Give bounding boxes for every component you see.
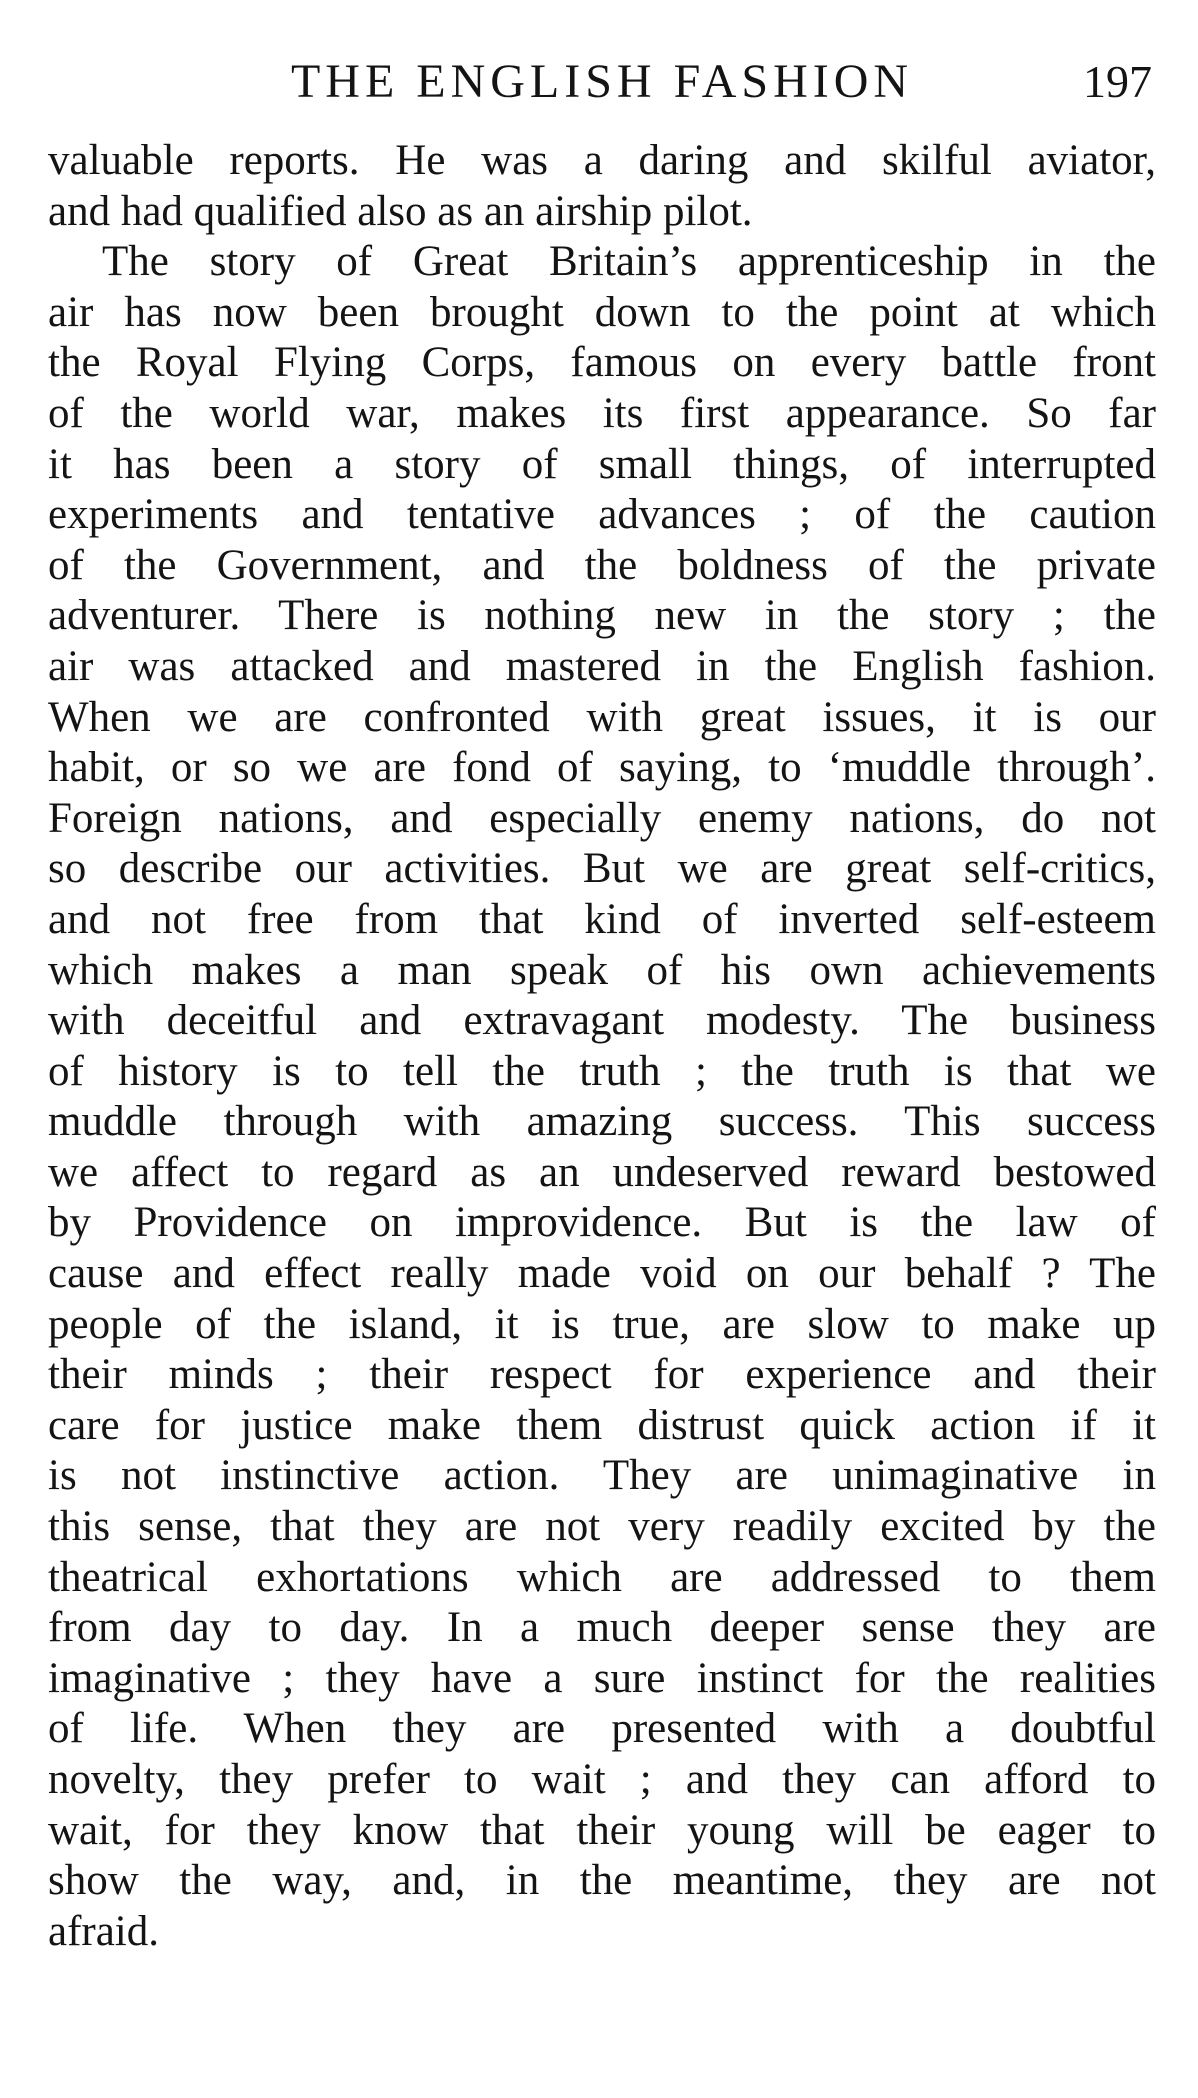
text-line: we affect to regard as an undeserved reward bestowed (48, 1148, 1156, 1196)
text-line: valuable reports. He was a daring and skilful aviator, (48, 137, 1156, 184)
text-line: muddle through with amazing success. This success (48, 1098, 1156, 1146)
text-line: experiments and tentative advances ; of the caution (48, 491, 1156, 539)
text-line: people of the island, it is true, are slow to make up (48, 1300, 1156, 1348)
text-line: Foreign nations, and especially enemy nations, do not (48, 794, 1156, 842)
text-line: by Providence on improvidence. But is the law of (48, 1199, 1156, 1247)
text-line: of the world war, makes its first appearance. So far (48, 389, 1156, 437)
text-line: The story of Great Britain’s apprenticeship in the (102, 238, 1156, 286)
text-line: is not instinctive action. They are unimaginative in (48, 1452, 1156, 1500)
text-line: of life. When they are presented with a doubtful (48, 1705, 1156, 1753)
text-line: wait, for they know that their young will be eager to (48, 1806, 1156, 1854)
text-line: with deceitful and extravagant modesty. The business (48, 997, 1156, 1045)
body-text (48, 136, 1156, 1957)
text-line: of history is to tell the truth ; the truth is that we (48, 1047, 1156, 1095)
text-line: care for justice make them distrust quick action if it (48, 1401, 1156, 1449)
text-line: which makes a man speak of his own achievements (48, 946, 1156, 994)
text-line: cause and effect really made void on our behalf ? The (48, 1250, 1156, 1298)
text-line: so describe our activities. But we are great self-critics, (48, 845, 1156, 893)
text-line: from day to day. In a much deeper sense they are (48, 1604, 1156, 1652)
text-line: it has been a story of small things, of interrupted (48, 440, 1156, 488)
text-line: their minds ; their respect for experience and their (48, 1351, 1156, 1399)
text-line: and not free from that kind of inverted self-esteem (48, 895, 1156, 943)
text-line: adventurer. There is nothing new in the story ; the (48, 592, 1156, 640)
text-line: air was attacked and mastered in the English fashion. (48, 642, 1156, 690)
text-line: afraid. (48, 1907, 160, 1955)
text-line: habit, or so we are fond of saying, to ‘muddle through’. (48, 744, 1156, 792)
text-line: novelty, they prefer to wait ; and they can afford to (48, 1756, 1156, 1803)
text-line: air has now been brought down to the point at which (48, 288, 1156, 336)
running-title: THE ENGLISH FASHION (290, 55, 914, 108)
text-line: theatrical exhortations which are addressed to them (48, 1553, 1156, 1601)
text-line: and had qualified also as an airship pilot. (48, 187, 753, 235)
text-line: this sense, that they are not very readily excited by the (48, 1503, 1156, 1551)
text-line: When we are confronted with great issues, it is our (48, 693, 1156, 741)
text-line: show the way, and, in the meantime, they are not (48, 1857, 1156, 1905)
page-number: 197 (1083, 56, 1152, 107)
running-head (48, 52, 1156, 112)
text-line: of the Government, and the boldness of the private (48, 541, 1156, 589)
text-line: the Royal Flying Corps, famous on every battle front (48, 339, 1156, 387)
text-line: imaginative ; they have a sure instinct for the realities (48, 1654, 1156, 1702)
